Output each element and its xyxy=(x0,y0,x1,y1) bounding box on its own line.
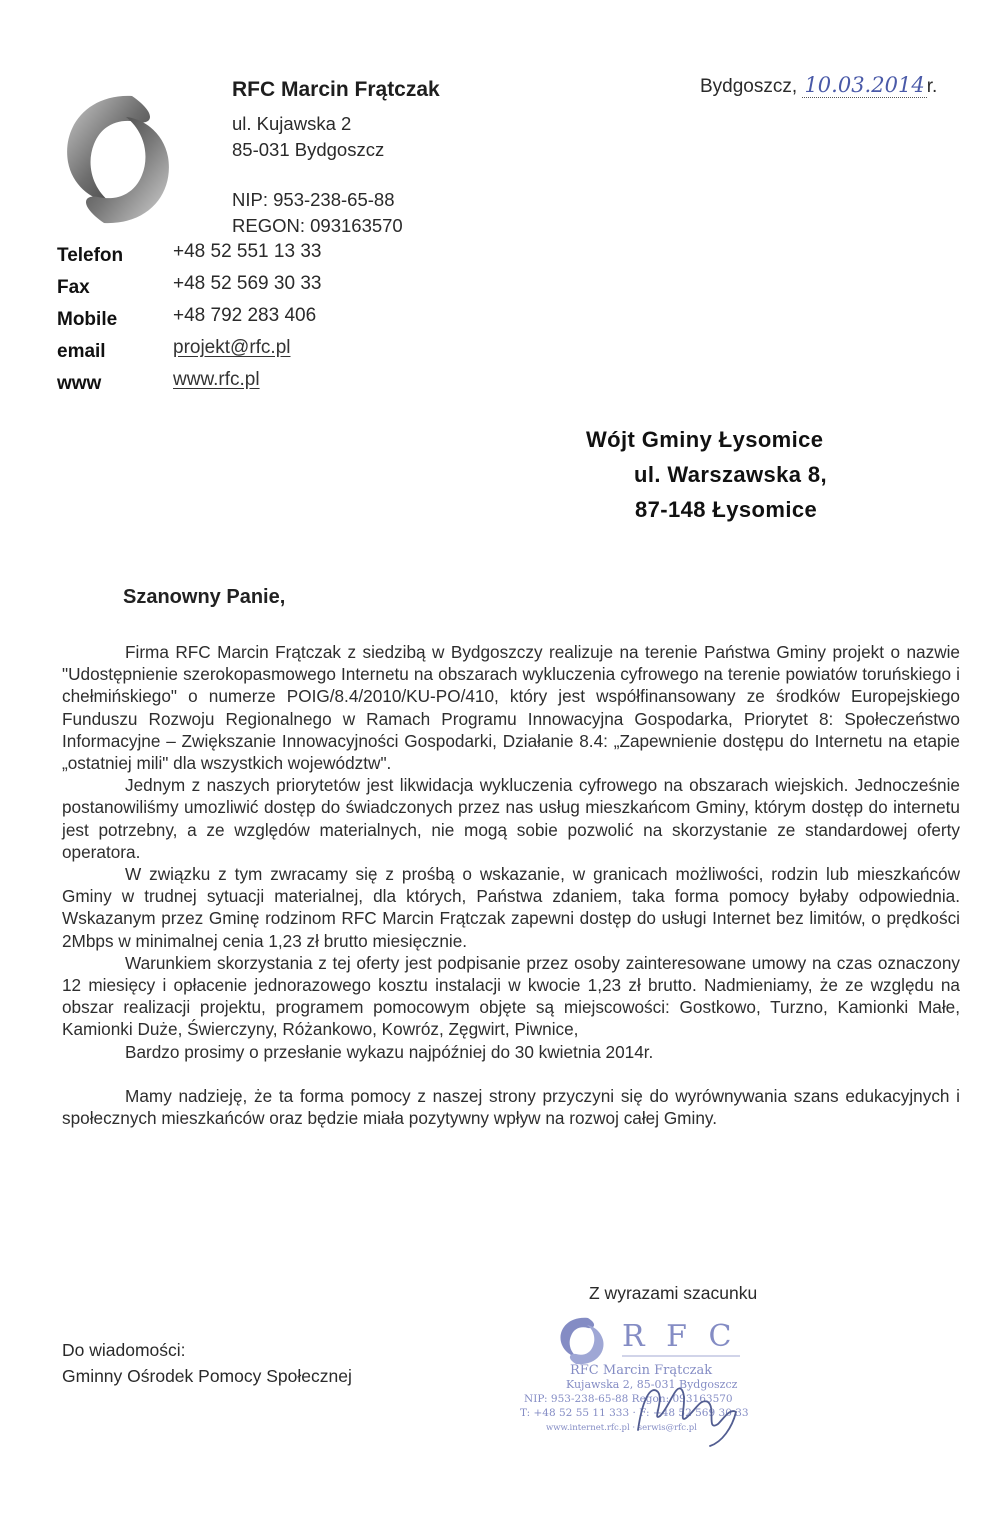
stamp-logo-icon xyxy=(560,1318,603,1364)
recipient-postal-city: 87-148 Łysomice xyxy=(635,497,818,522)
contact-value-fax: +48 52 569 30 33 xyxy=(173,273,322,294)
body-paragraph: W związku z tym zwracamy się z prośbą o wskazanie, w granicach możliwości, rodzin lub mieszkańców Gminy w trudnej sytuacji materialnej, dla których, Państwa zdaniem, taka forma pomocy byłaby odpowiednia. Wskazanym przez Gminę rodzinom RFC Marcin Frątczak zapewni dostęp do usługi Internet bez limitów, o prędkości 2Mbps w minimalnej cenia 1,23 zł brutto miesięcznie. xyxy=(62,864,960,951)
cc-block xyxy=(62,1337,352,1389)
body-paragraph: Warunkiem skorzystania z tej oferty jest podpisanie przez osoby zainteresowane umowy na czas oznaczony 12 miesięcy i opłacenie jednorazowego kosztu instalacji w kwocie 1,23 zł brutto. Nadmieniamy, że ze względu na obszar realizacji projektu, programem pomocowym objęte są miejscowości: Gostkowo, Turzno, Kamionki Małe, Kamionki Duże, Świerczyny, Różankowo, Kowróz, Zęgwirt, Piwnice, xyxy=(62,952,960,1040)
company-name: RFC Marcin Frątczak xyxy=(232,78,440,101)
company-stamp xyxy=(510,1312,810,1452)
stamp-line: www.internet.rfc.pl · serwis@rfc.pl xyxy=(546,1423,697,1433)
salutation: Szanowny Panie, xyxy=(123,586,286,608)
cc-label: Do wiadomości: xyxy=(62,1340,186,1360)
body-paragraph: Jednym z naszych priorytetów jest likwidacja wykluczenia cyfrowego na obszarach wiejskich. Jednocześnie postanowiliśmy umozliwić dostęp do świadczonych przez nas usług mieszkańcom Gminy, którym dostęp do internetu jest potrzebny, a ze względów materialnych, nie mogą sobie pozwolić na skorzystanie ze standardowej oferty operatora. xyxy=(62,775,960,862)
stamp-line: Kujawska 2, 85-031 Bydgoszcz xyxy=(566,1378,738,1391)
stamp-line: T: +48 52 55 11 333 · F: +48 52 569 30 33 xyxy=(520,1407,749,1419)
company-nip: NIP: 953-238-65-88 xyxy=(232,189,395,210)
contact-label-mobile: Mobile xyxy=(57,309,118,330)
contact-label-www: www xyxy=(57,373,102,394)
body-paragraph: Bardzo prosimy o przesłanie wykazu najpóźniej do 30 kwietnia 2014r. xyxy=(125,1041,654,1062)
contact-value-telefon: +48 52 551 13 33 xyxy=(173,241,322,262)
contact-label-fax: Fax xyxy=(57,277,90,298)
contact-value-mobile: +48 792 283 406 xyxy=(173,305,317,326)
recipient-name: Wójt Gminy Łysomice xyxy=(586,427,824,452)
stamp-line: NIP: 953-238-65-88 Regon: 093163570 xyxy=(524,1393,733,1405)
body-paragraph: Mamy nadzieję, że ta forma pomocy z naszej strony przyczyni się do wyrównywania szans edukacyjnych i społecznych mieszkańców oraz będzie miała pozytywny wpływ na rozwoj całej Gminy. xyxy=(62,1085,960,1129)
stamp-line: RFC Marcin Frątczak xyxy=(570,1363,713,1378)
letter-body xyxy=(62,641,960,1129)
company-regon: REGON: 093163570 xyxy=(232,215,403,236)
stamp-brand: R F C xyxy=(622,1319,738,1354)
company-street: ul. Kujawska 2 xyxy=(232,113,352,134)
body-paragraph: Firma RFC Marcin Frątczak z siedzibą w Bydgoszczy realizuje na terenie Państwa Gminy projekt o nazwie "Udostępnienie szerokopasmowego Internetu na obszarach wykluczenia cyfrowego na terenie powiatów toruńskiego i chełmińskiego" o numerze POIG/8.4/2010/KU-PO/410, który jest współfinansowany ze środków Europejskiego Funduszu Rozwoju Regionalnego w Ramach Programu Innowacyjna Gospodarka, Priorytet 8: Społeczeństwo Informacyjne – Zwiększanie Innowacyjności Gospodarki, Działanie 8.4: „Zapewnienie dostępu do Internetu na etapie „ostatniej mili" dla wszystkich województw". xyxy=(62,642,960,774)
contact-label-telefon: Telefon xyxy=(57,245,124,266)
cc-recipient: Gminny Ośrodek Pomocy Społecznej xyxy=(62,1366,352,1386)
contact-label-email: email xyxy=(57,341,106,362)
place-date xyxy=(700,73,937,98)
closing-phrase: Z wyrazami szacunku xyxy=(589,1283,758,1303)
handwritten-date: 10.03.2014 xyxy=(804,73,925,97)
place: Bydgoszcz, xyxy=(700,76,798,97)
date-suffix: r. xyxy=(926,76,938,97)
recipient-street: ul. Warszawska 8, xyxy=(634,462,828,487)
company-postal-city: 85-031 Bydgoszcz xyxy=(232,139,385,160)
website-link[interactable]: www.rfc.pl xyxy=(173,369,260,390)
email-link[interactable]: projekt@rfc.pl xyxy=(173,337,291,358)
swirl-logo-icon xyxy=(62,92,174,227)
